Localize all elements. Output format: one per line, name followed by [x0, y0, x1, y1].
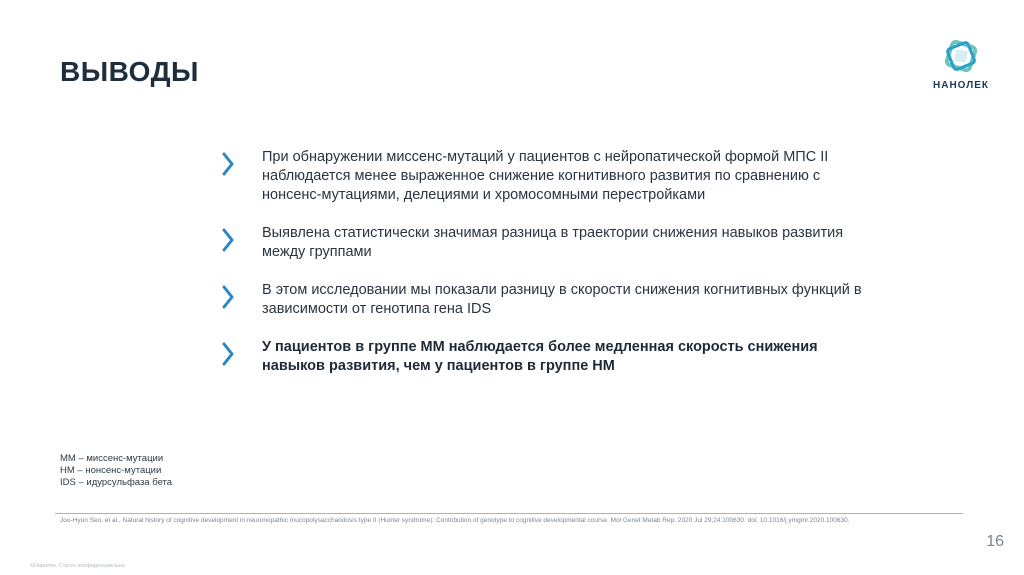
page-number: 16	[986, 533, 1004, 550]
chevron-right-icon	[220, 342, 236, 366]
conclusion-text: При обнаружении миссенс-мутаций у пациентов с нейропатической формой МПС II наблюдается менее выраженное снижение когнитивного развития по сравнению с нонсенс-мутациями, делециями и хромосомными перестройками	[262, 149, 829, 203]
legend-item: IDS – идурсульфаза бета	[60, 477, 173, 488]
conclusion-item-highlight	[220, 338, 880, 376]
reference-divider	[55, 513, 963, 514]
conclusion-item	[220, 148, 880, 205]
nanolek-logo-icon	[941, 36, 981, 76]
abbreviations-legend	[60, 453, 200, 489]
chevron-right-icon	[220, 285, 236, 309]
conclusion-item	[220, 281, 880, 319]
conclusion-text: В этом исследовании мы показали разницу в скорости снижения когнитивных функций в зависимости от генотипа гена IDS	[262, 282, 862, 317]
legend-item: НМ – нонсенс-мутации	[60, 465, 162, 476]
company-logo	[926, 36, 996, 96]
conclusion-text: У пациентов в группе ММ наблюдается более медленная скорость снижения навыков развития, чем у пациентов в группе НМ	[262, 339, 818, 374]
logo-wordmark: НАНОЛЕК	[933, 80, 989, 91]
legend-item: ММ – миссенс-мутации	[60, 453, 164, 464]
slide-title: ВЫВОДЫ	[60, 56, 199, 87]
conclusion-text: Выявлена статистически значимая разница в траектории снижения навыков развития между группами	[262, 225, 844, 260]
reference-citation: Joo-Hyun Seo, et al., Natural history of cognitive development in neuronopathic mucopolysaccharidosis type II (Hunter syndrome): Contribution of genotype to cognitive developmental course. Mol Genet Metab Rep. 2020 Jul 29;24:100630. doi: 10.1016/j.ymgmr.2020.100630.	[60, 517, 850, 524]
confidentiality-footer: ©Нанолек. Строго конфиденциально	[30, 563, 125, 569]
conclusion-item	[220, 224, 880, 262]
conclusions-list	[220, 148, 880, 395]
chevron-right-icon	[220, 228, 236, 252]
chevron-right-icon	[220, 152, 236, 176]
